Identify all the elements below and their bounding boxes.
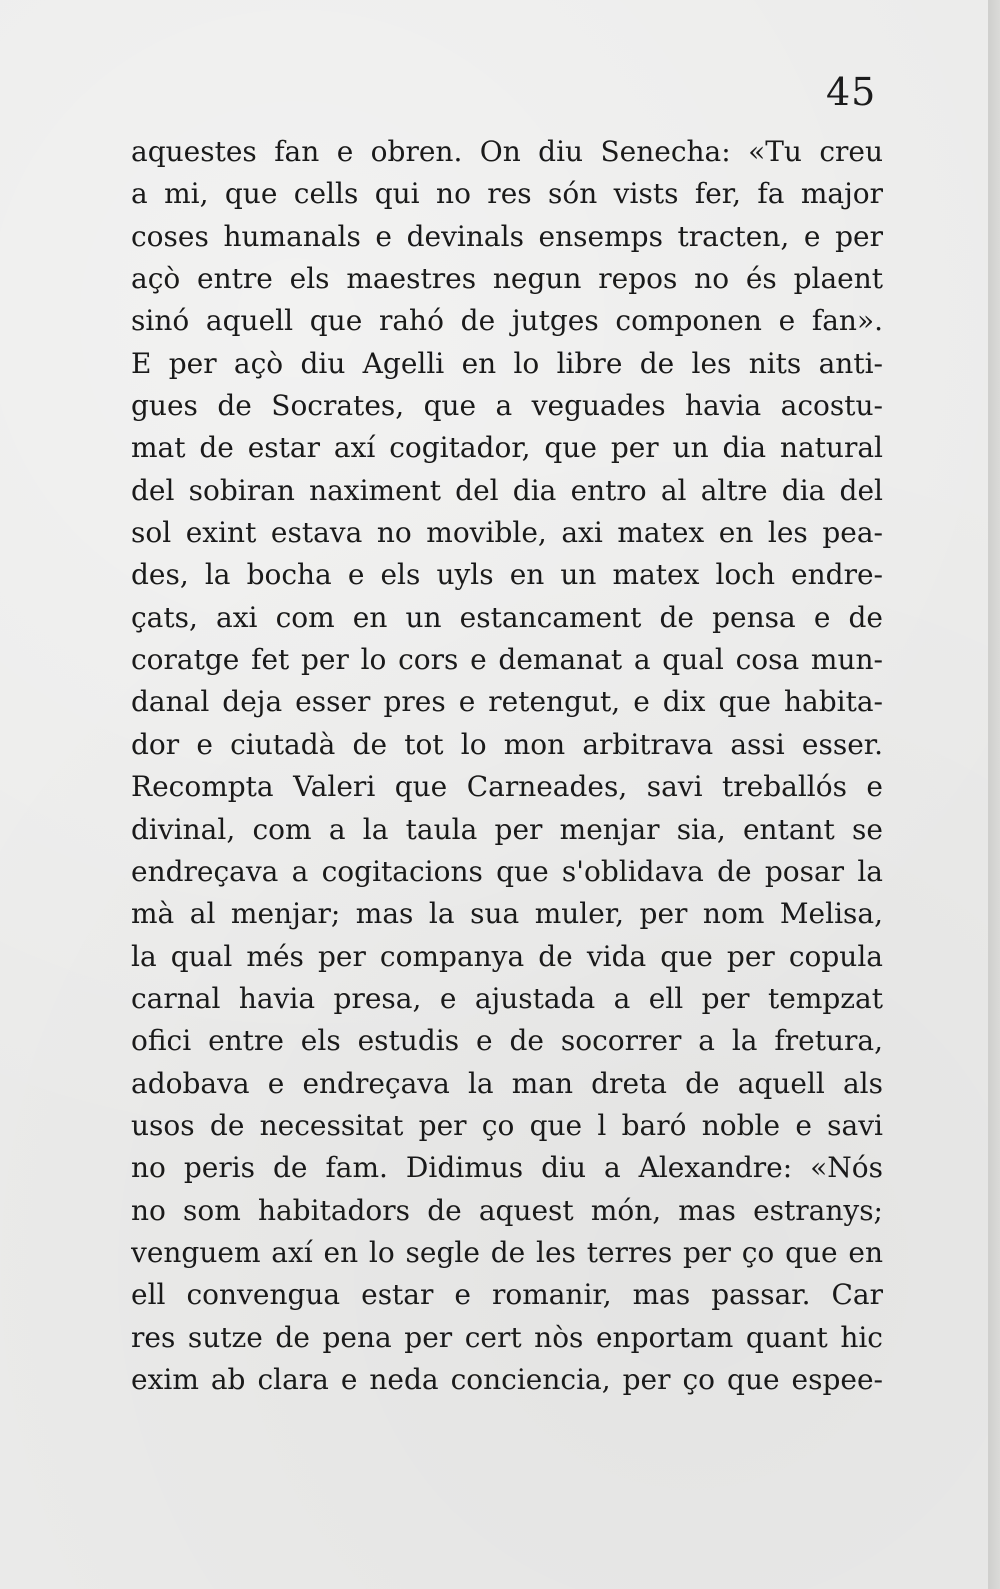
text-line: çats, axi com en un estancament de pensa e de <box>131 600 883 634</box>
text-line: coses humanals e devinals ensemps tracten, e per <box>131 219 883 253</box>
text-line: E per açò diu Agelli en lo libre de les nits anti- <box>131 346 883 380</box>
text-line: danal deja esser pres e retengut, e dix que habita- <box>131 685 883 719</box>
text-line: endreçava a cogitacions que s'oblidava de posar la <box>131 854 883 888</box>
text-line: mat de estar axí cogitador, que per un dia natural <box>131 431 883 465</box>
body-text <box>131 131 883 1401</box>
text-line: venguem axí en lo segle de les terres per ço que en <box>131 1235 883 1269</box>
text-line: sol exint estava no movible, axi matex en les pea- <box>131 516 883 550</box>
text-line: dor e ciutadà de tot lo mon arbitrava assi esser. <box>131 727 883 761</box>
text-line: sinó aquell que rahó de jutges componen e fan». <box>131 304 883 338</box>
text-line: divinal, com a la taula per menjar sia, entant se <box>131 812 883 846</box>
text-line: mà al menjar; mas la sua muler, per nom Melisa, <box>131 897 883 931</box>
text-line: usos de necessitat per ço que l baró noble e savi <box>131 1108 883 1142</box>
text-line: coratge fet per lo cors e demanat a qual cosa mun- <box>131 643 883 677</box>
text-line: res sutze de pena per cert nòs enportam quant hic <box>131 1320 883 1354</box>
text-line: adobava e endreçava la man dreta de aquell als <box>131 1066 883 1100</box>
text-line: aquestes fan e obren. On diu Senecha: «Tu creu <box>131 135 883 168</box>
page-edge-shadow <box>988 0 1000 1589</box>
text-line: exim ab clara e neda conciencia, per ço que espee- <box>131 1362 883 1396</box>
text-line: des, la bocha e els uyls en un matex loch endre- <box>131 558 883 592</box>
text-line: la qual més per companya de vida que per copula <box>131 939 883 973</box>
text-line: no peris de fam. Didimus diu a Alexandre: «Nós <box>131 1151 883 1185</box>
text-line: del sobiran naximent del dia entro al altre dia del <box>131 473 883 507</box>
text-line: no som habitadors de aquest món, mas estranys; <box>131 1193 883 1227</box>
text-line: gues de Socrates, que a veguades havia acostu- <box>131 389 883 423</box>
page-number: 45 <box>826 70 877 114</box>
text-line: ell convengua estar e romanir, mas passar. Car <box>131 1278 883 1312</box>
text-line: ofici entre els estudis e de socorrer a la fretura, <box>131 1024 883 1058</box>
text-line: Recompta Valeri que Carneades, savi treballós e <box>131 770 883 804</box>
text-line: açò entre els maestres negun repos no és plaent <box>131 262 883 296</box>
text-line: carnal havia presa, e ajustada a ell per tempzat <box>131 981 883 1015</box>
text-line: a mi, que cells qui no res són vists fer, fa major <box>131 177 883 211</box>
